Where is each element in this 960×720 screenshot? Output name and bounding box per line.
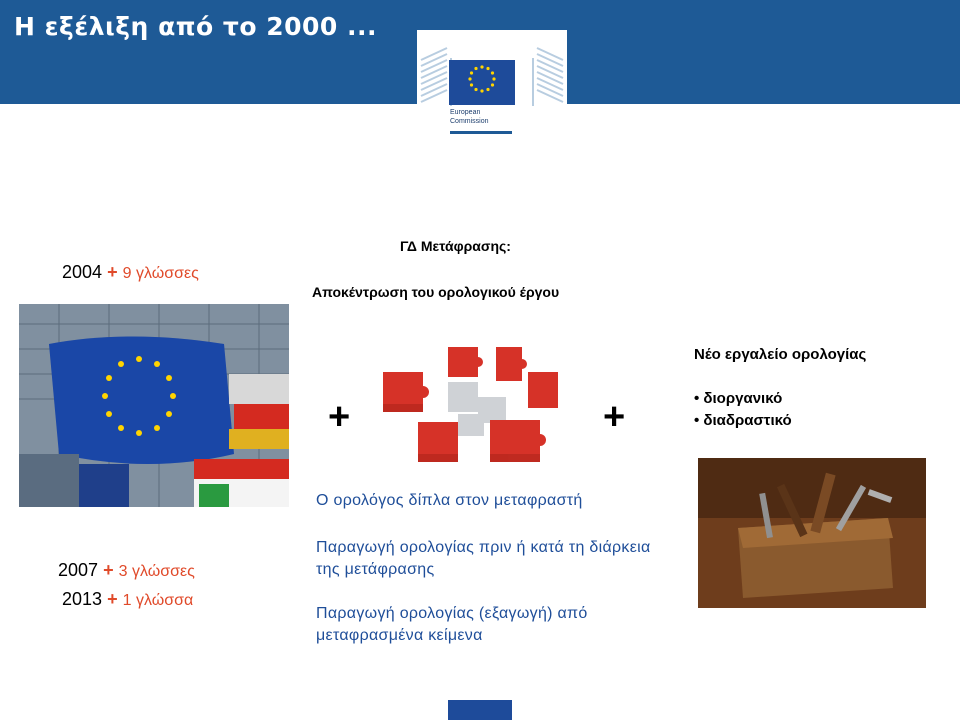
european-commission-logo	[417, 30, 567, 135]
point-extraction: Παραγωγή ορολογίας (εξαγωγή) από μεταφρασμένα κείμενα	[316, 605, 588, 644]
tool-feature-interactive: • διαδραστικό	[694, 412, 792, 429]
year-2004-label: 2004 + 9 γλώσσες	[62, 262, 199, 282]
point-terminologist: Ο ορολόγος δίπλα στον μεταφραστή	[316, 492, 583, 509]
footer-eu-bar	[448, 700, 512, 720]
point-production-before: Παραγωγή ορολογίας πριν ή κατά τη διάρκεια της μετάφρασης	[316, 539, 651, 578]
logo-label: European Commission	[450, 109, 489, 125]
plus-sign-left: +	[328, 396, 351, 438]
new-tool-block	[694, 344, 866, 432]
logo-underline	[450, 131, 512, 134]
tool-feature-interinstitutional: • διοργανικό	[694, 390, 783, 407]
plus-sign-right: +	[603, 396, 626, 438]
eu-flags-photo	[19, 304, 289, 507]
new-tool-title: Νέο εργαλείο ορολογίας	[694, 346, 867, 363]
decentralisation-heading: Αποκέντρωση του ορολογικού έργου	[312, 284, 560, 300]
dgt-heading: ΓΔ Μετάφρασης:	[400, 238, 511, 254]
year-2007-label: 2007 + 3 γλώσσες	[58, 560, 195, 580]
toolbox-photo	[698, 458, 926, 608]
puzzle-pieces-image	[378, 342, 564, 470]
slide-title: Η εξέλιξη από το 2000 ...	[14, 12, 378, 41]
year-2013-label: 2013 + 1 γλώσσα	[62, 589, 194, 609]
